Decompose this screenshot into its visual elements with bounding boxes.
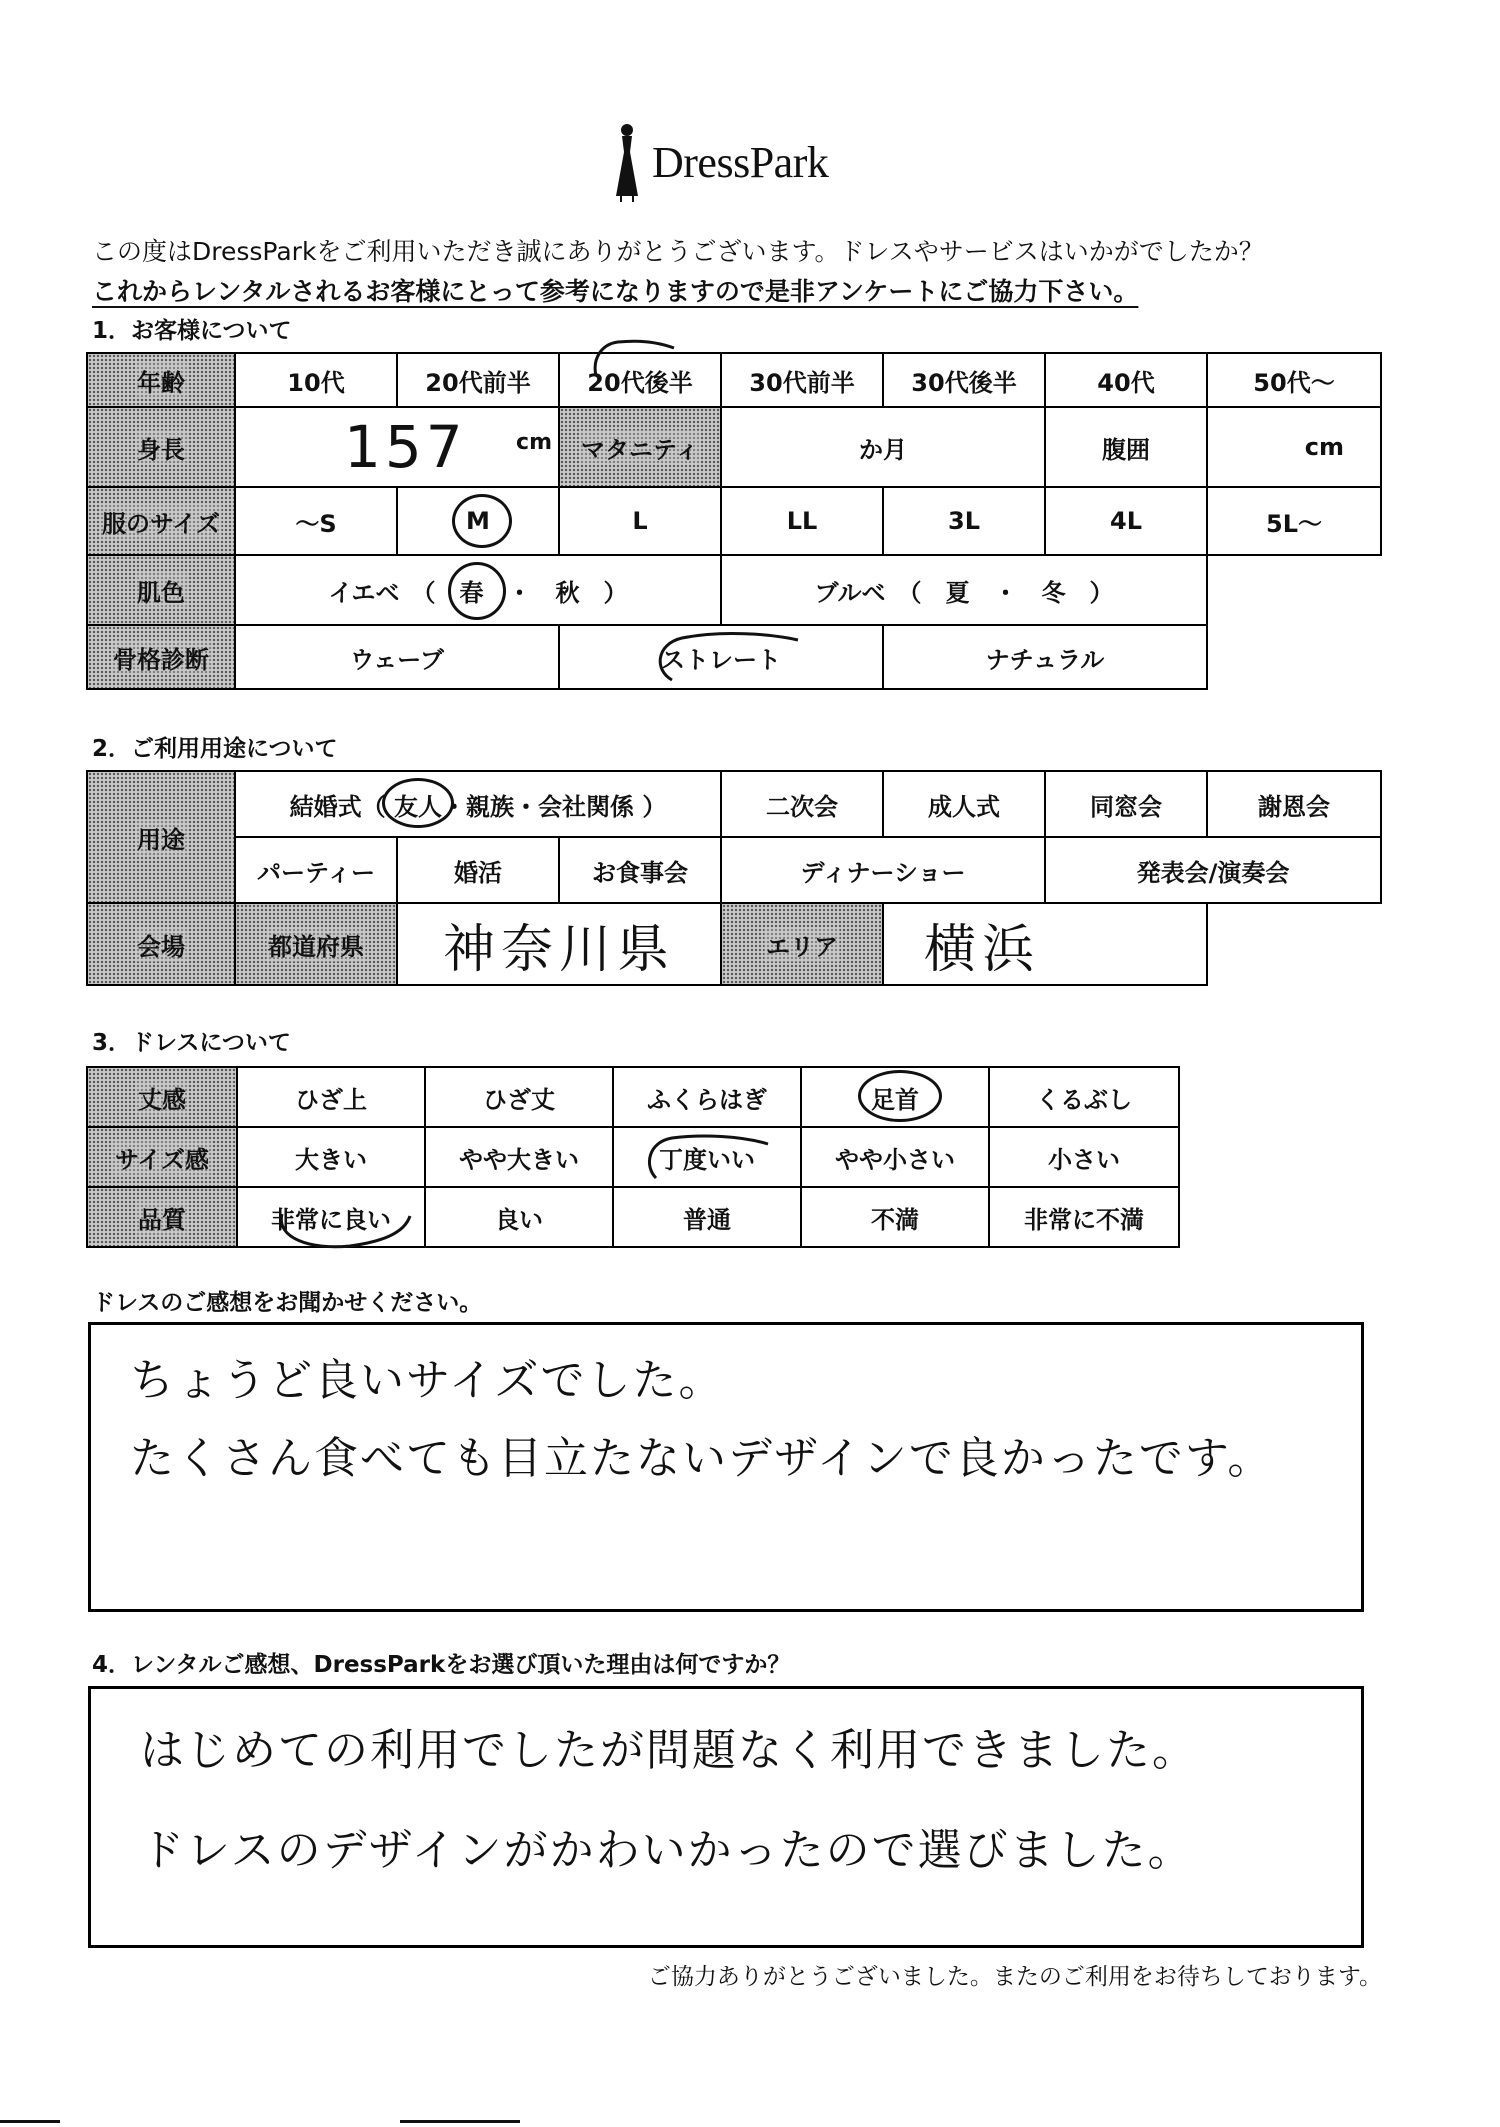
length-option[interactable]: ふくらはぎ [612, 1066, 802, 1128]
purpose-wedding[interactable]: 結婚式（ 友人・親族・会社関係 ） [234, 770, 722, 838]
intro-line-2: これからレンタルされるお客様にとって参考になりますので是非アンケートにご協力下さい。 [92, 277, 1139, 306]
size-option[interactable]: 4L [1044, 486, 1208, 556]
size-label: 服のサイズ [86, 486, 236, 556]
age-selection-mark [588, 338, 678, 382]
height-label: 身長 [86, 406, 236, 488]
size-option-selected[interactable]: M [396, 486, 560, 556]
quality-option[interactable]: 普通 [612, 1186, 802, 1248]
logo-text: DressPark [652, 137, 829, 187]
dress-comment-label: ドレスのご感想をお聞かせください。 [92, 1290, 483, 1316]
section1-title: 1．お客様について [92, 318, 292, 344]
quality-label: 品質 [86, 1186, 238, 1248]
age-option[interactable]: 40代 [1044, 352, 1208, 408]
section3-title: 3．ドレスについて [92, 1030, 291, 1056]
purpose-recital[interactable]: 発表会/演奏会 [1044, 836, 1382, 904]
skin-blue[interactable]: ブルベ （ 夏 ・ 冬 ） [720, 554, 1208, 626]
purpose-label: 用途 [86, 770, 236, 904]
quality-option[interactable]: 良い [424, 1186, 614, 1248]
prefecture-field[interactable] [396, 902, 722, 986]
section4-title: 4．レンタルご感想、DressParkをお選び頂いた理由は何ですか？ [92, 1652, 791, 1678]
age-option-selected[interactable]: 20代後半 [558, 352, 722, 408]
length-option[interactable]: ひざ丈 [424, 1066, 614, 1128]
fit-option[interactable]: やや大きい [424, 1126, 614, 1188]
purpose-coming-of-age[interactable]: 成人式 [882, 770, 1046, 838]
intro-line-1: この度はDressParkをご利用いただき誠にありがとうございます。ドレスやサービスはいかがでしたか？ [92, 237, 1264, 266]
frame-option[interactable]: ウェーブ [234, 624, 560, 690]
purpose-party[interactable]: パーティー [234, 836, 398, 904]
fit-label: サイズ感 [86, 1126, 238, 1188]
venue-label: 会場 [86, 902, 236, 986]
area-field[interactable] [882, 902, 1208, 986]
frame-option[interactable]: ナチュラル [882, 624, 1208, 690]
fit-option[interactable]: 小さい [988, 1126, 1180, 1188]
dress-silhouette-icon [610, 122, 644, 202]
height-value: 157 [344, 413, 467, 481]
scan-edge-mark [0, 2120, 60, 2123]
quality-option[interactable]: 不満 [800, 1186, 990, 1248]
purpose-reunion[interactable]: 同窓会 [1044, 770, 1208, 838]
rental-comment-line-2: ドレスのデザインがかわいかったので選びました。 [140, 1825, 1194, 1876]
age-label: 年齢 [86, 352, 236, 408]
age-option[interactable]: 30代前半 [720, 352, 884, 408]
prefecture-label: 都道府県 [234, 902, 398, 986]
dresspark-logo [610, 122, 828, 202]
size-option[interactable]: ～S [234, 486, 398, 556]
fit-option[interactable]: 大きい [236, 1126, 426, 1188]
age-option[interactable]: 20代前半 [396, 352, 560, 408]
maternity-label: マタニティ [558, 406, 722, 488]
section2-title: 2．ご利用用途について [92, 736, 338, 762]
length-option-selected[interactable]: 足首 [800, 1066, 990, 1128]
age-option[interactable]: 30代後半 [882, 352, 1046, 408]
footer-thanks: ご協力ありがとうございました。またのご利用をお待ちしております。 [647, 1964, 1382, 1990]
dress-comment-line-1: ちょうど良いサイズでした。 [130, 1355, 725, 1406]
size-option[interactable]: 3L [882, 486, 1046, 556]
dress-comment-line-2: たくさん食べても目立たないデザインで良かったです。 [130, 1433, 1274, 1484]
skin-label: 肌色 [86, 554, 236, 626]
size-option[interactable]: L [558, 486, 722, 556]
area-label: エリア [720, 902, 884, 986]
height-unit: cm [516, 430, 552, 455]
size-option[interactable]: LL [720, 486, 884, 556]
maternity-field[interactable]: か月 [720, 406, 1046, 488]
length-label: 丈感 [86, 1066, 238, 1128]
scan-edge-mark [400, 2120, 520, 2123]
waist-label: 腹囲 [1044, 406, 1208, 488]
rental-comment-line-1: はじめての利用でしたが問題なく利用できました。 [140, 1725, 1198, 1776]
height-field[interactable] [234, 406, 560, 488]
length-option[interactable]: くるぶし [988, 1066, 1180, 1128]
purpose-afterparty[interactable]: 二次会 [720, 770, 884, 838]
fit-option-selected[interactable]: 丁度いい [612, 1126, 802, 1188]
size-option[interactable]: 5L～ [1206, 486, 1382, 556]
fit-selection-mark [642, 1132, 772, 1184]
quality-selection-mark [270, 1194, 420, 1254]
age-option[interactable]: 50代～ [1206, 352, 1382, 408]
prefecture-value: 神奈川県 [442, 919, 675, 980]
frame-selection-mark [652, 630, 802, 686]
area-value: 横浜 [924, 919, 1041, 980]
length-option[interactable]: ひざ上 [236, 1066, 426, 1128]
frame-option-selected[interactable]: ストレート [558, 624, 884, 690]
purpose-dinner-party[interactable]: お食事会 [558, 836, 722, 904]
purpose-thanks-party[interactable]: 謝恩会 [1206, 770, 1382, 838]
quality-option[interactable]: 非常に不満 [988, 1186, 1180, 1248]
frame-label: 骨格診断 [86, 624, 236, 690]
waist-field[interactable]: cm [1206, 406, 1382, 488]
quality-option-selected[interactable]: 非常に良い [236, 1186, 426, 1248]
purpose-dinner-show[interactable]: ディナーショー [720, 836, 1046, 904]
age-option[interactable]: 10代 [234, 352, 398, 408]
fit-option[interactable]: やや小さい [800, 1126, 990, 1188]
purpose-konkatsu[interactable]: 婚活 [396, 836, 560, 904]
skin-yellow[interactable]: イエベ （ 春 ・ 秋 ） [234, 554, 722, 626]
